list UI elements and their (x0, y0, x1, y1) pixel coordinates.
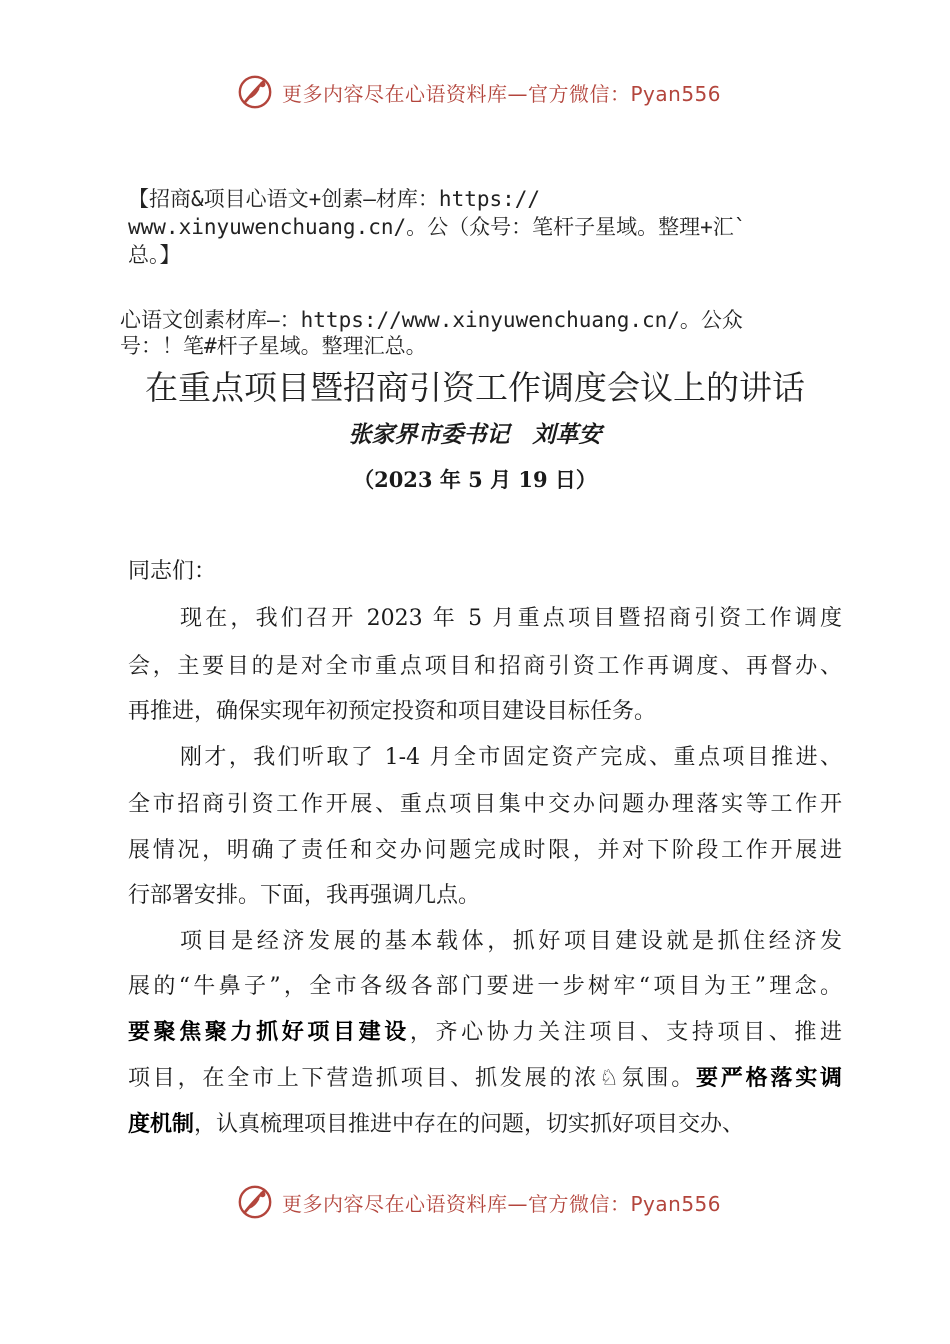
paragraph-1-line: 现在，我们召开 2023 年 5 月重点项目暨招商引资工作调度 (180, 606, 842, 631)
emphasis-text: 度机制 (128, 1112, 195, 1137)
paragraph-3-line: 项目是经济发展的基本载体，抓好项目建设就是抓住经济发 (180, 929, 842, 954)
paragraph-2-line: 展情况，明确了责任和交办问题完成时限，并对下阶段工作开展进 (128, 838, 842, 863)
watermark-text: 更多内容尽在心语资料库—官方微信：Pyan556 (282, 1191, 722, 1216)
paragraph-2-line: 行部署安排。下面，我再强调几点。 (128, 883, 481, 908)
paragraph-3-line: 展的“牛鼻子”，全市各级各部门要进一步树牢“项目为王”理念。 (128, 974, 842, 999)
emphasis-text: 要严格落实调 (696, 1066, 842, 1091)
watermark-footer (236, 1182, 721, 1222)
greeting: 同志们： (128, 559, 217, 584)
paragraph-3-line (128, 1110, 842, 1140)
watermark-header (236, 72, 721, 112)
body-text: ，齐心协力关注项目、支持项目、推进 (409, 1020, 842, 1045)
header-note-line-5: 号：！笔#杆子星域。整理汇总。 (120, 334, 427, 358)
body-text: 氛围。 (618, 1066, 697, 1091)
watermark-text: 更多内容尽在心语资料库—官方微信：Pyan556 (282, 81, 722, 106)
author-line: 张家界市委书记 刘革安 (348, 421, 602, 448)
brush-circle-icon (236, 73, 274, 111)
paragraph-1-line: 会，主要目的是对全市重点项目和招商引资工作再调度、再督办、 (128, 654, 842, 679)
header-note-line-4: 心语文创素材库—：https://www.xinyuwenchuang.cn/。公众 (120, 308, 743, 332)
header-note-line-3: 总。】 (128, 243, 181, 267)
brush-circle-icon (236, 1183, 274, 1221)
paragraph-3-line (128, 1018, 842, 1048)
paragraph-2-line: 刚才，我们听取了 1-4 月全市固定资产完成、重点项目推进、 (180, 745, 842, 770)
document-title: 在重点项目暨招商引资工作调度会议上的讲话 (145, 368, 805, 407)
header-note-line-1: 【招商&项目心语文+创素—材库：https:// (128, 187, 541, 211)
header-note-line-2: www.xinyuwenchuang.cn/。公（众号：笔杆子星域。整理+汇` (128, 215, 747, 239)
date-line: （2023 年 5 月 19 日） (353, 467, 597, 492)
paragraph-1-line: 再推进，确保实现年初预定投资和项目建设目标任务。 (128, 699, 657, 724)
emphasis-text: 要聚焦聚力抓好项目建设 (128, 1020, 410, 1045)
body-text: ，认真梳理项目推进中存在的问题，切实抓好项目交办、 (194, 1112, 745, 1137)
body-text: 项目，在全市上下营造抓项目、抓发展的浓 (128, 1066, 600, 1091)
paragraph-2-line: 全市招商引资工作开展、重点项目集中交办问题办理落实等工作开 (128, 792, 842, 817)
paragraph-3-line (128, 1064, 842, 1094)
garbled-glyph: ♘ (599, 1066, 619, 1091)
